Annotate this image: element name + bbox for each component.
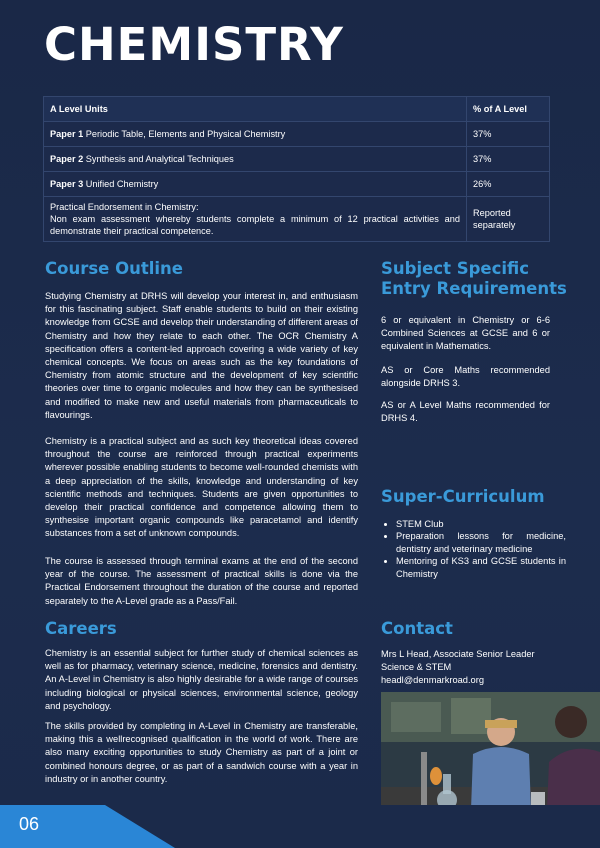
paper-title: Periodic Table, Elements and Physical Chemistry xyxy=(83,129,286,139)
contact-name: Mrs L Head, Associate Senior Leader xyxy=(381,649,535,659)
entry-requirement-3: AS or A Level Maths recommended for DRHS 4. xyxy=(381,400,550,424)
super-curriculum-list xyxy=(380,518,566,580)
page-title: CHEMISTRY xyxy=(44,18,344,71)
paper-label: Paper 2 xyxy=(50,154,84,164)
footer-band xyxy=(0,805,600,848)
contact-email: headl@denmarkroad.org xyxy=(381,675,484,685)
entry-requirement-2: AS or Core Maths recommended alongside DRHS 3. xyxy=(381,365,550,389)
careers-paragraph-2: The skills provided by completing in A-Level in Chemistry are transferable, making this a wellrecognised qualification in the world of work. There are also many exciting opportunities to study Chemistry as part of a joint or combined honours degree, or as part of a sandwich course with a year in industry or in another country. xyxy=(45,721,358,784)
table-row xyxy=(44,172,550,197)
entry-heading-line1: Subject Specific xyxy=(381,259,530,278)
list-item: • Mentoring of KS3 and GCSE students in Chemistry xyxy=(396,555,566,580)
table-row xyxy=(44,122,550,147)
practical-percent: Reported separately xyxy=(467,197,550,242)
contact-role: Science & STEM xyxy=(381,662,452,672)
course-outline-paragraph-3: The course is assessed through terminal exams at the end of the second year of the course. The assessment of practical skills is done via the Practical Endorsement throughout the duration of the course and reported separately to the A-Level grade as a Pass/Fail. xyxy=(45,556,358,606)
course-outline-paragraph-1: Studying Chemistry at DRHS will develop your interest in, and enthusiasm for this fascinating subject. Staff enable students to build on their existing knowledge from GCSE and develop their understanding of different areas of Chemistry and how they relate to each other. The OCR Chemistry A specification offers a content-led approach covering a wide variety of key chemical concepts. We focus on areas such as the key foundations of Chemistry from atomic structure and the development of key scientific theories over time to organic molecules and how they can be synthesised and modified to make new and useful materials from pharmaceuticals to flavourings. xyxy=(45,291,358,420)
entry-heading-line2: Entry Requirements xyxy=(381,279,567,298)
paper-percent: 37% xyxy=(467,122,550,147)
table-header-percent: % of A Level xyxy=(467,97,550,122)
list-item: • STEM Club xyxy=(396,518,566,530)
table-header-row xyxy=(44,97,550,122)
paper-label: Paper 3 xyxy=(50,179,84,189)
course-outline-heading: Course Outline xyxy=(45,259,183,278)
units-table xyxy=(43,96,550,242)
super-curriculum-heading: Super-Curriculum xyxy=(381,487,545,506)
table-row-practical xyxy=(44,197,550,242)
list-item: • Preparation lessons for medicine, dentistry and veterinary medicine xyxy=(396,530,566,555)
paper-percent: 37% xyxy=(467,147,550,172)
paper-label: Paper 1 xyxy=(50,129,84,139)
careers-heading: Careers xyxy=(45,619,117,638)
careers-paragraph-1: Chemistry is an essential subject for further study of chemical sciences as well as for pharmacy, veterinary science, medicine, forensics and dentistry. An A-Level in Chemistry is also highly desirable for a wide range of courses including biological or physical sciences, environmental science, geology and psychology. xyxy=(45,648,358,711)
page-number: 06 xyxy=(19,814,40,834)
course-outline-paragraph-2: Chemistry is a practical subject and as such key theoretical ideas covered throughout the course are reinforced through practical experiments wherever possible enabling students to become well-rounded chemists with a deep appreciation of the skills, knowledge and understanding of key scientific methods and techniques. Students are given opportunities to develop their practical confidence and competence allowing them to synthesise important organic compounds like paracetamol and identify substances from a set of unknown compounds. xyxy=(45,436,358,539)
table-header-units: A Level Units xyxy=(44,97,467,122)
paper-title: Unified Chemistry xyxy=(83,179,159,189)
practical-title: Practical Endorsement in Chemistry: xyxy=(50,202,199,212)
paper-percent: 26% xyxy=(467,172,550,197)
entry-requirement-1: 6 or equivalent in Chemistry or 6-6 Combined Sciences at GCSE and 6 or equivalent in Mathematics. xyxy=(381,315,550,352)
paper-title: Synthesis and Analytical Techniques xyxy=(83,154,234,164)
table-row xyxy=(44,147,550,172)
practical-description: Non exam assessment whereby students complete a minimum of 12 practical activities and demonstrate their practical competence. xyxy=(50,214,460,236)
contact-heading: Contact xyxy=(381,619,453,638)
